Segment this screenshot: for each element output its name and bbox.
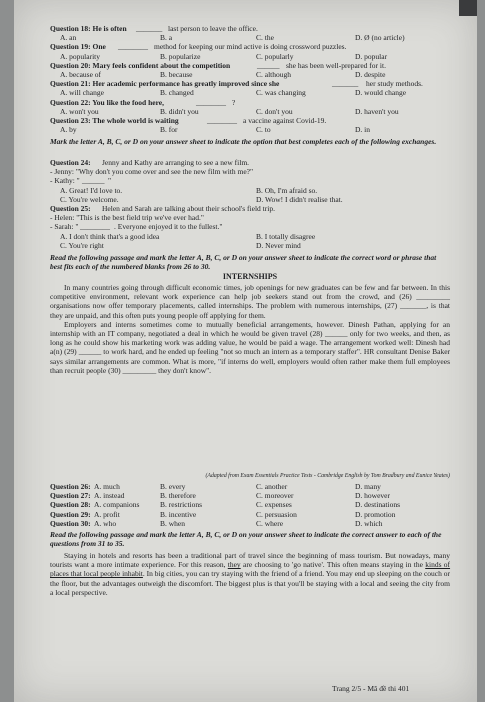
questions-24-25 xyxy=(50,158,450,250)
q18-option-c[interactable]: C. the xyxy=(256,33,274,43)
q22-after: ? xyxy=(232,97,236,107)
internships-passage xyxy=(50,283,450,375)
instruction-cloze: Read the following passage and mark the letter A, B, C, or D on your answer sheet to indicate the correct word or phrase that best fits each of the numbered blanks from 26 to 30. xyxy=(50,253,437,272)
q19-option-c[interactable]: C. popularly xyxy=(256,51,294,61)
q22-option-b[interactable]: B. didn't you xyxy=(160,106,199,116)
p3-underlined-places: kinds of places that local people inhabit xyxy=(50,560,451,579)
q24-option-a[interactable]: A. Great! I'd love to. xyxy=(60,185,123,195)
p3-part-c: . In big cities, you can try staying with the friend of a friend. You may end up sleeping on the couch or the floor, but the advantages outweigh the discomfort. The biggest plus is that you'll be staying with a local and seeing the city from a local perspective. xyxy=(50,569,450,597)
p1-part-b: organisations now offer temporary placements, called internships. The problem with numerous internships, (27) xyxy=(50,301,398,311)
p2-part-c: to work hard, and he ended up feeling "not so much an intern as a temporary staffer". HR consultant Denise Baker says similar arrangements are common. What is more, "if interns do well, employers would often rather make them full employees than recruit people (30) xyxy=(50,347,451,375)
q18-option-a[interactable]: A. an xyxy=(60,33,77,43)
blank-29: ______ xyxy=(78,347,102,357)
q20-options xyxy=(50,70,450,79)
q19-blank: ________ xyxy=(118,42,148,52)
q28-option-c[interactable]: C. expenses xyxy=(256,500,292,510)
q27-option-c[interactable]: C. moreover xyxy=(256,491,294,501)
q29-option-c[interactable]: C. persuasion xyxy=(256,509,297,519)
q24-kathy-line: - Kathy: " xyxy=(50,176,80,186)
q22-option-d[interactable]: D. haven't you xyxy=(355,106,399,116)
p1-part-a: In many countries going through difficult economic times, job openings for new graduates can be few and far between. In this competitive environment, relevant work experience can help job seekers stand out from the crowd, and (26) xyxy=(50,283,450,302)
passage-paragraph-1 xyxy=(50,283,450,320)
q24-intro xyxy=(50,158,450,167)
q21-stem: Question 21: Her academic performance has greatly improved since she xyxy=(50,79,280,89)
q27-label: Question 27: xyxy=(50,491,91,501)
q21-option-a[interactable]: A. will change xyxy=(60,88,104,98)
q22-option-c[interactable]: C. don't you xyxy=(256,106,293,116)
q26-option-a[interactable]: A. much xyxy=(94,482,120,491)
q18-after: last person to leave the office. xyxy=(168,24,258,33)
q26-option-b[interactable]: B. every xyxy=(160,482,186,491)
q23-after: a vaccine against Covid-19. xyxy=(243,115,327,125)
q19-stem-row xyxy=(50,42,450,51)
q21-after: her study methods. xyxy=(366,79,423,89)
page-edge-shadow xyxy=(459,0,477,16)
q25-intro xyxy=(50,204,450,213)
q30-option-a[interactable]: A. who xyxy=(94,518,117,528)
q25-blank: ________ xyxy=(80,222,110,232)
q25-text: Helen and Sarah are talking about their school's field trip. xyxy=(102,203,275,213)
p3-part-a: Staying in hotels and resorts has been a traditional part of travel since the beginning of mass tourism. But nowadays, many tourists want a more intimate experience. For this reason, xyxy=(50,551,450,570)
q23-blank: ________ xyxy=(207,115,237,125)
q21-blank: _______ xyxy=(332,79,359,89)
page-footer: Trang 2/5 - Mã đề thi 401 xyxy=(332,684,410,693)
q22-stem-row xyxy=(50,98,450,107)
q25-option-c[interactable]: C. You're right xyxy=(60,240,104,250)
questions-18-23 xyxy=(50,24,450,134)
q30-option-b[interactable]: B. when xyxy=(160,518,185,528)
q20-option-b[interactable]: B. because xyxy=(160,69,193,79)
passage-title: INTERNSHIPS xyxy=(222,272,278,281)
q24-blank: ______ xyxy=(82,176,105,186)
q19-option-a[interactable]: A. popularity xyxy=(60,51,100,61)
q20-stem: Question 20: Mary feels confident about the competition xyxy=(50,60,231,70)
q25-option-d[interactable]: D. Never mind xyxy=(256,240,301,250)
q20-option-a[interactable]: A. because of xyxy=(60,69,102,79)
p2-part-d: they don't know". xyxy=(158,365,212,375)
p2-part-b: only for two weeks, and then, as long as he could show his marketing work was adding value, he would be paid a wage. The arrangement worked well: Dinesh had a(n) (29) xyxy=(50,329,451,357)
answers-26-30 xyxy=(50,482,450,528)
q25-options-1 xyxy=(50,232,450,241)
q28-option-b[interactable]: B. restrictions xyxy=(160,500,203,510)
q28-label: Question 28: xyxy=(50,500,91,510)
q24-kathy-end: " xyxy=(108,176,112,186)
blank-30: _________ xyxy=(122,365,157,375)
q18-stem-row xyxy=(50,24,450,33)
q20-stem-row xyxy=(50,61,450,70)
q26-option-c[interactable]: C. another xyxy=(256,482,288,491)
p1-part-c: , is that they are unpaid, and this often puts young people off applying for them. xyxy=(50,301,451,320)
q18-option-b[interactable]: B. a xyxy=(160,33,173,43)
q20-option-c[interactable]: C. although xyxy=(256,69,291,79)
q28-option-d[interactable]: D. destinations xyxy=(355,500,400,510)
q23-option-c[interactable]: C. to xyxy=(256,125,271,135)
q25-option-a[interactable]: A. I don't think that's a good idea xyxy=(60,231,160,241)
answer-row-26 xyxy=(50,482,450,491)
q24-line2 xyxy=(50,176,450,185)
q23-stem-row xyxy=(50,116,450,125)
q30-option-d[interactable]: D. which xyxy=(355,518,383,528)
q30-label: Question 30: xyxy=(50,518,91,528)
q21-option-b[interactable]: B. changed xyxy=(160,88,194,98)
q24-option-b[interactable]: B. Oh, I'm afraid so. xyxy=(256,185,318,195)
q21-stem-row xyxy=(50,79,450,88)
q23-option-d[interactable]: D. in xyxy=(355,125,370,135)
q27-option-d[interactable]: D. however xyxy=(355,491,390,501)
q24-option-d[interactable]: D. Wow! I didn't realise that. xyxy=(256,194,343,204)
q23-option-b[interactable]: B. for xyxy=(160,125,178,135)
q26-label: Question 26: xyxy=(50,482,91,491)
q29-option-a[interactable]: A. profit xyxy=(94,509,120,519)
answer-row-28 xyxy=(50,500,450,509)
q19-stem: Question 19: One xyxy=(50,42,106,52)
q24-line1 xyxy=(50,167,450,176)
q19-option-b[interactable]: B. popularize xyxy=(160,51,201,61)
q26-option-d[interactable]: D. many xyxy=(355,482,381,491)
p3-underlined-they: they xyxy=(227,560,241,570)
q24-text: Jenny and Kathy are arranging to see a new film. xyxy=(102,158,250,167)
q19-option-d[interactable]: D. popular xyxy=(355,51,388,61)
p2-part-a: Employers and interns sometimes come to mutually beneficial arrangements, however. Dinesh Pathan, applying for an internship with an IT company, negotiated a deal in which he would be given travel (28) xyxy=(50,319,450,339)
q19-options xyxy=(50,52,450,61)
q22-stem: Question 22: You like the food here, xyxy=(50,97,164,107)
q21-option-c[interactable]: C. was changing xyxy=(256,88,306,98)
instruction-exchanges: Mark the letter A, B, C, or D on your answer sheet to indicate the option that best completes each of the following exchanges. xyxy=(50,137,437,146)
q22-blank: ________ xyxy=(196,97,226,107)
blank-27: _______ xyxy=(399,301,427,311)
q29-label: Question 29: xyxy=(50,509,91,519)
answer-row-29 xyxy=(50,510,450,519)
q24-options-1 xyxy=(50,186,450,195)
q20-option-d[interactable]: D. despite xyxy=(355,69,386,79)
blank-28: ______ xyxy=(324,329,348,339)
q25-line1 xyxy=(50,213,450,222)
instruction-reading: Read the following passage and mark the letter A, B, C, or D on your answer sheet to indicate the correct answer to each of the questions from 31 to 35. xyxy=(50,530,442,549)
answer-row-27 xyxy=(50,491,450,500)
q28-option-a[interactable]: A. companions xyxy=(94,500,140,510)
q18-blank: _______ xyxy=(136,24,163,33)
answer-row-30 xyxy=(50,519,450,528)
q30-option-c[interactable]: C. where xyxy=(256,518,284,528)
q23-option-a[interactable]: A. by xyxy=(60,125,77,135)
q20-blank: ______ xyxy=(257,60,280,70)
q25-options-2 xyxy=(50,241,450,250)
q18-option-d[interactable]: D. Ø (no article) xyxy=(355,33,405,43)
q29-option-b[interactable]: B. incentive xyxy=(160,509,197,519)
q19-after: method for keeping our mind active is doing crossword puzzles. xyxy=(154,42,347,52)
q27-option-a[interactable]: A. instead xyxy=(94,491,125,501)
q27-option-b[interactable]: B. therefore xyxy=(160,491,196,501)
q18-options xyxy=(50,33,450,42)
passage-paragraph-3 xyxy=(50,551,450,597)
q25-label: Question 25: xyxy=(50,203,91,213)
q23-stem: Question 23: The whole world is waiting xyxy=(50,115,179,125)
q22-options xyxy=(50,107,450,116)
blank-26: _________ xyxy=(416,292,450,302)
q25-sarah-end: . Everyone enjoyed it to the fullest." xyxy=(114,222,223,232)
q24-jenny-line: - Jenny: "Why don't you come over and see the new film with me?" xyxy=(50,167,254,177)
passage-source: (Adapted from Exam Essentials Practice Tests - Cambridge English by Tom Bradbury and Eunice Yeates) xyxy=(205,473,450,479)
q20-after: she has been well-prepared for it. xyxy=(286,60,386,70)
q24-label: Question 24: xyxy=(50,158,91,167)
q23-options xyxy=(50,125,450,134)
q25-line2 xyxy=(50,222,450,231)
travel-passage xyxy=(50,551,450,597)
q25-option-b[interactable]: B. I totally disagree xyxy=(256,231,316,241)
q21-options xyxy=(50,88,450,97)
p3-part-b: are choosing to 'go native'. This often means staying in the xyxy=(243,560,423,570)
exam-page xyxy=(14,0,477,702)
passage-paragraph-2 xyxy=(50,320,450,375)
q21-option-d[interactable]: D. would change xyxy=(355,88,407,98)
q22-option-a[interactable]: A. won't you xyxy=(60,106,99,116)
q18-stem: Question 18: He is often xyxy=(50,24,127,33)
q25-sarah-line: - Sarah: " xyxy=(50,222,79,232)
q25-helen-line: - Helen: "This is the best field trip we've ever had." xyxy=(50,213,204,223)
q24-option-c[interactable]: C. You're welcome. xyxy=(60,194,119,204)
q29-option-d[interactable]: D. promotion xyxy=(355,509,396,519)
q24-options-2 xyxy=(50,195,450,204)
